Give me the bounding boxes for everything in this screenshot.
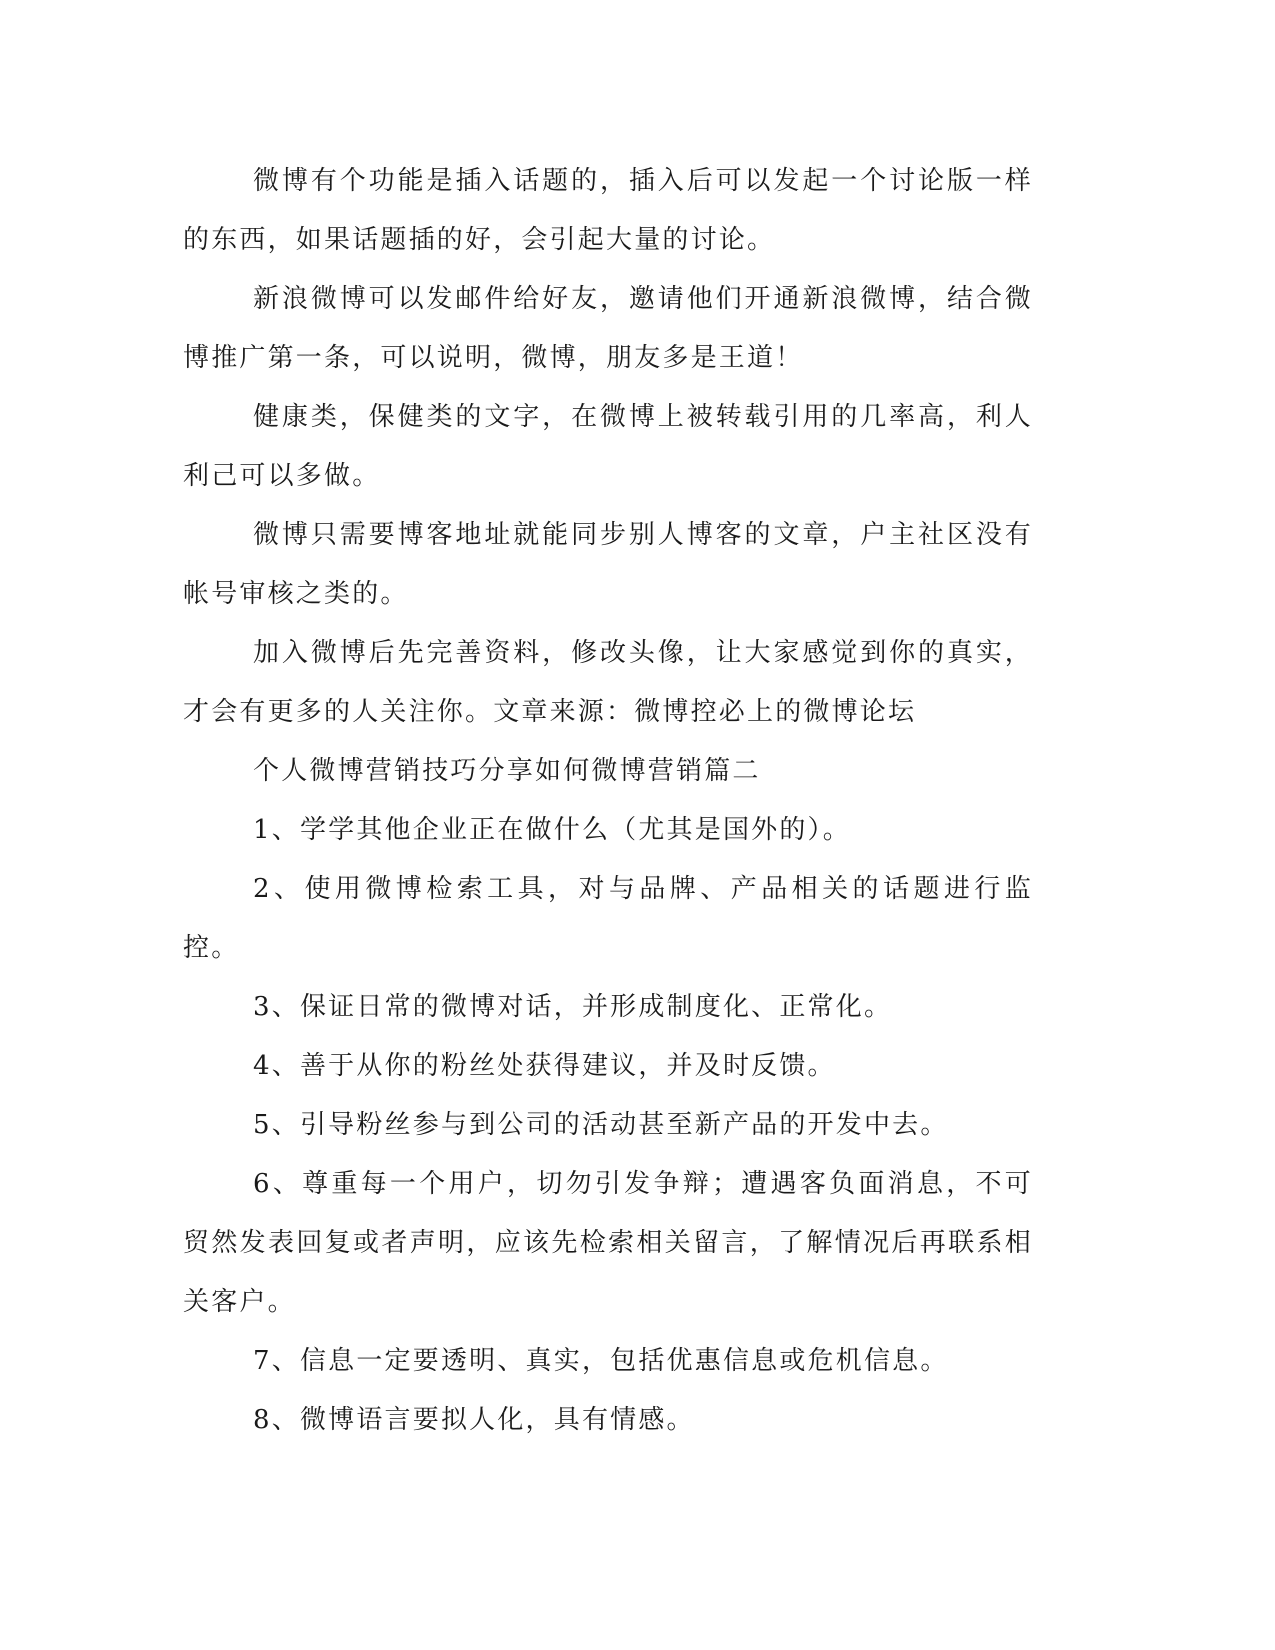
list-item: 7、信息一定要透明、真实，包括优惠信息或危机信息。	[253, 1346, 949, 1376]
paragraph-invite-friends: 新浪微博可以发邮件给好友，邀请他们开通新浪微博，结合微博推广第一条，可以说明，微博，朋友多是王道！	[183, 284, 1033, 373]
list-item: 5、引导粉丝参与到公司的活动甚至新产品的开发中去。	[253, 1110, 949, 1140]
list-item: 1、学学其他企业正在做什么（尤其是国外的）。	[253, 815, 851, 845]
section-heading: 个人微博营销技巧分享如何微博营销篇二	[253, 756, 761, 786]
list-item: 4、善于从你的粉丝处获得建议，并及时反馈。	[253, 1051, 836, 1081]
list-item: 8、微博语言要拟人化，具有情感。	[253, 1405, 695, 1435]
paragraph-blog-sync: 微博只需要博客地址就能同步别人博客的文章，户主社区没有帐号审核之类的。	[183, 520, 1033, 609]
paragraph-topic-feature: 微博有个功能是插入话题的，插入后可以发起一个讨论版一样的东西，如果话题插的好，会引起大量的讨论。	[183, 166, 1033, 255]
list-item: 2、使用微博检索工具，对与品牌、产品相关的话题进行监控。	[183, 874, 1033, 963]
paragraph-complete-profile: 加入微博后先完善资料，修改头像，让大家感觉到你的真实，才会有更多的人关注你。文章来源：微博控必上的微博论坛	[183, 638, 1033, 727]
list-item: 6、尊重每一个用户，切勿引发争辩；遭遇客负面消息，不可贸然发表回复或者声明，应该先检索相关留言，了解情况后再联系相关客户。	[183, 1169, 1033, 1317]
paragraph-health-content: 健康类，保健类的文字，在微博上被转载引用的几率高，利人利己可以多做。	[183, 402, 1033, 491]
list-item: 3、保证日常的微博对话，并形成制度化、正常化。	[253, 992, 893, 1022]
document-body	[183, 152, 1033, 1450]
